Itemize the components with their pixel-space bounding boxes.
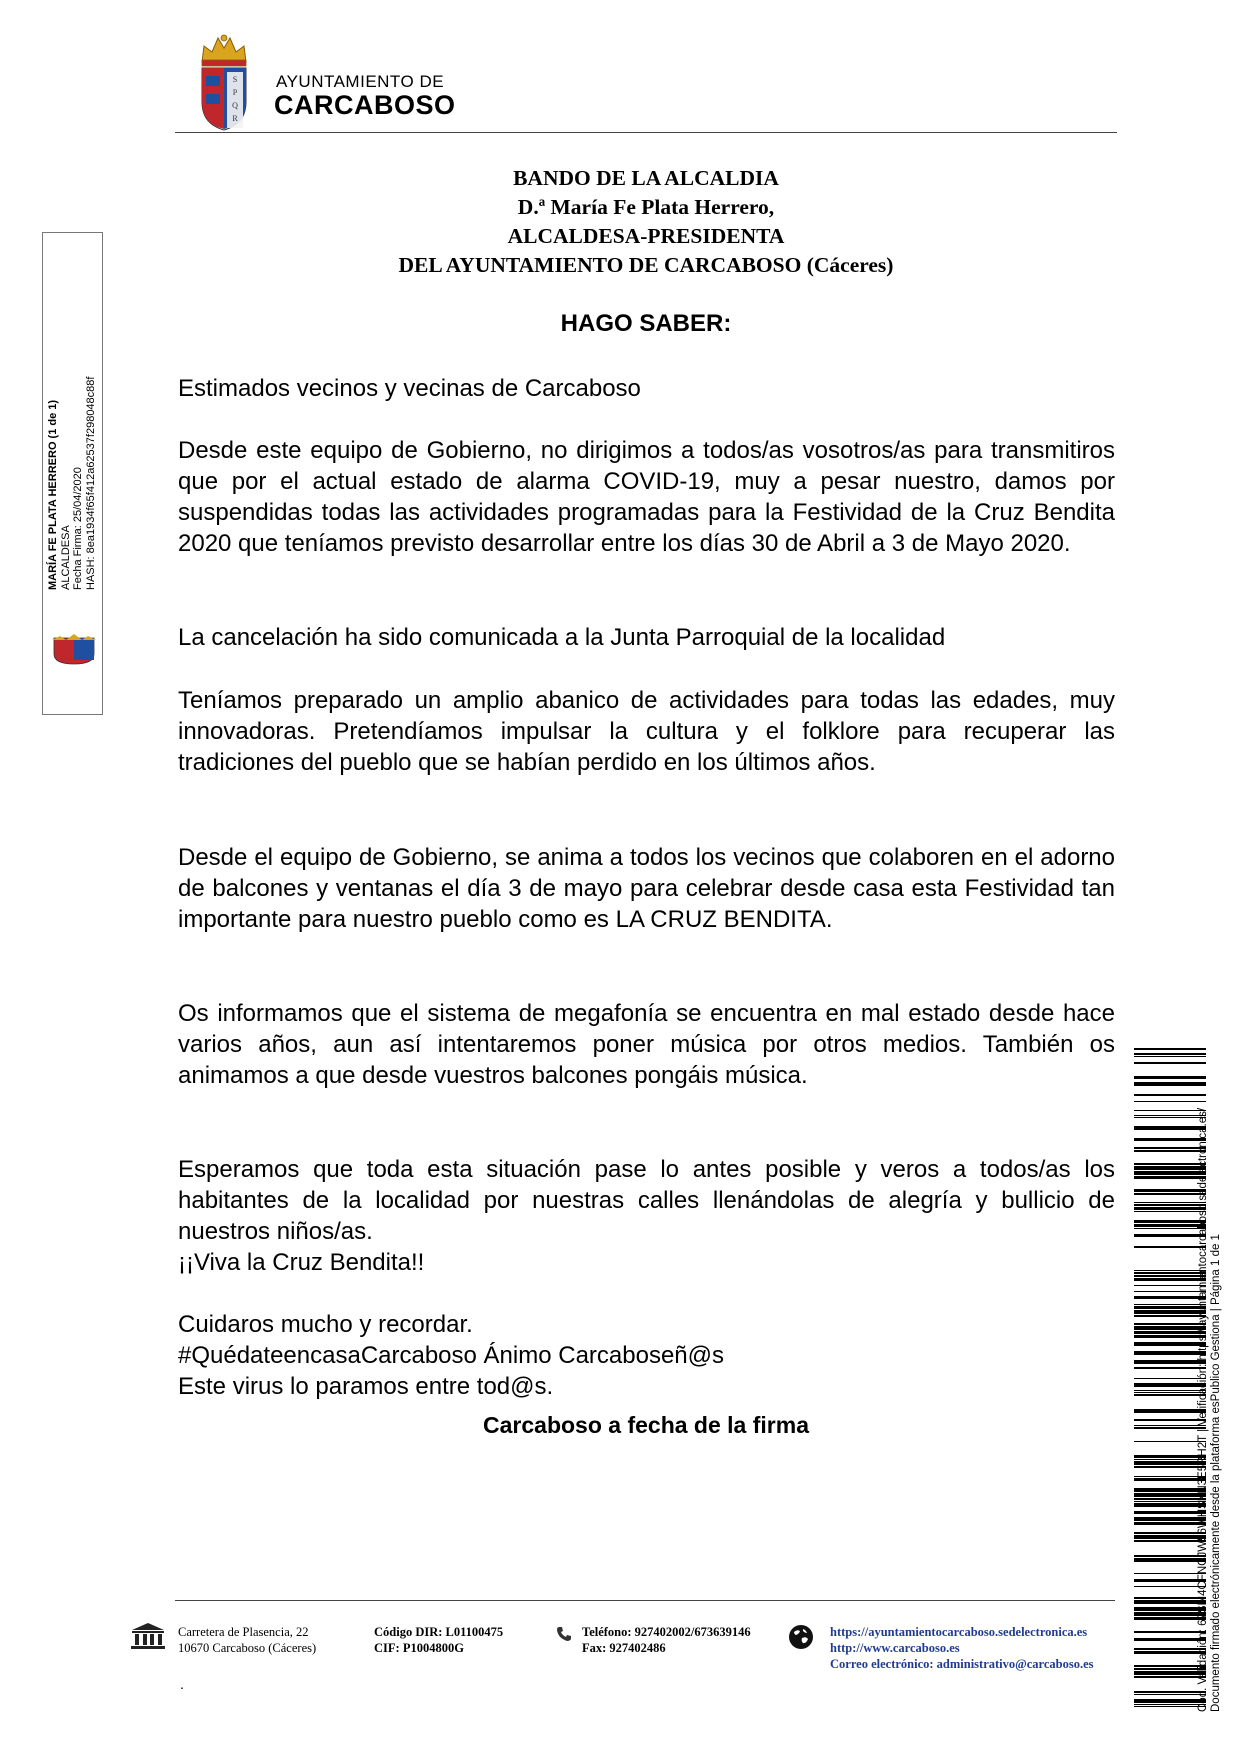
dir-code: Código DIR: L01100475 — [374, 1625, 504, 1639]
paragraph-4: Desde el equipo de Gobierno, se anima a todos los vecinos que colaboren en el adorno de balcones y ventanas el día 3 de mayo para celebrar desde casa esta Festividad tan importante para nuestro pueblo como es LA CRUZ BENDITA. — [178, 844, 1115, 933]
barcode-bar — [1134, 1425, 1206, 1426]
barcode-bar — [1134, 1501, 1206, 1502]
barcode-bar — [1134, 1360, 1206, 1364]
barcode-bar — [1134, 1493, 1206, 1497]
barcode-bar — [1134, 1631, 1206, 1633]
barcode-bar — [1134, 1147, 1206, 1149]
barcode-bar — [1134, 1115, 1206, 1116]
document-title — [175, 164, 1117, 280]
closing-line-3: Este virus lo paramos entre tod@s. — [178, 1373, 554, 1400]
barcode-bar — [1134, 1441, 1206, 1442]
org-name-line1: AYUNTAMIENTO DE — [276, 72, 445, 91]
barcode-bar — [1134, 1326, 1206, 1330]
barcode-bar — [1134, 1224, 1206, 1227]
barcode-bar — [1134, 1699, 1206, 1703]
barcode-bar — [1134, 1390, 1206, 1391]
closing-line-1: Cuidaros mucho y recordar. — [178, 1311, 473, 1338]
barcode-bar — [1134, 1272, 1206, 1274]
barcode-bar — [1134, 1704, 1206, 1705]
barcode-bar — [1134, 1532, 1206, 1534]
globe-icon — [788, 1624, 814, 1650]
hago-saber-heading: HAGO SABER: — [560, 310, 732, 337]
barcode-bar — [1134, 1291, 1206, 1292]
barcode-bar — [1134, 1048, 1206, 1050]
footer-web — [830, 1624, 1094, 1672]
shield-letter-q: Q — [232, 101, 238, 110]
barcode-bar — [1134, 1315, 1206, 1317]
barcode-bar — [1134, 1138, 1206, 1141]
barcode-bar — [1134, 1498, 1206, 1500]
footer-phone — [582, 1624, 751, 1656]
barcode-bar — [1134, 1600, 1206, 1604]
barcode-bar — [1134, 1476, 1206, 1477]
barcode-bar — [1134, 1166, 1206, 1170]
barcode-bar — [1134, 1671, 1206, 1675]
barcode-bar — [1134, 1204, 1206, 1206]
barcode-bar — [1134, 1202, 1206, 1203]
barcode-bar — [1134, 1171, 1206, 1175]
title-line4: DEL AYUNTAMIENTO DE CARCABOSO (Cáceres) — [398, 253, 894, 277]
barcode-bar — [1134, 1150, 1206, 1152]
title-line3: ALCALDESA-PRESIDENTA — [507, 224, 785, 248]
title-line2: D.ª María Fe Plata Herrero, — [517, 195, 775, 219]
barcode-bar — [1134, 1351, 1206, 1355]
title-line1: BANDO DE LA ALCALDIA — [513, 166, 779, 190]
barcode-bar — [1134, 1522, 1206, 1525]
verification-line2: Documento firmado electrónicamente desde la plataforma esPublico Gestiona | Página 1 de 1 — [1210, 1234, 1222, 1712]
shield-letter-s: S — [232, 75, 238, 84]
mini-coat-of-arms-icon — [50, 634, 98, 666]
barcode-bar — [1134, 1296, 1206, 1299]
signature-place-date: Carcaboso a fecha de la firma — [483, 1412, 809, 1438]
signer-name: MARÍA FE PLATA HERRERO (1 de 1) — [47, 399, 59, 590]
barcode-bar — [1134, 1651, 1206, 1654]
cif-code: CIF: P1004800G — [374, 1641, 464, 1655]
barcode-bar — [1134, 1323, 1206, 1325]
org-name-line2: CARCABOSO — [274, 90, 456, 120]
barcode-bar — [1134, 1234, 1206, 1237]
barcode-bar — [1134, 1694, 1206, 1695]
barcode-bar — [1134, 1220, 1206, 1223]
barcode-bar — [1134, 1466, 1206, 1468]
barcode-bar — [1134, 1392, 1206, 1393]
footer-dot: . — [180, 1676, 184, 1692]
barcode-bar — [1134, 1082, 1206, 1086]
shield-letter-p: P — [232, 88, 238, 97]
barcode-bar — [1134, 1367, 1206, 1369]
barcode-bar — [1134, 1488, 1206, 1492]
barcode-bar — [1134, 1540, 1206, 1542]
barcode-bar — [1134, 1461, 1206, 1465]
barcode-bar — [1134, 1094, 1206, 1096]
barcode-bar — [1134, 1517, 1206, 1521]
verification-text — [1197, 992, 1223, 1712]
signature-details — [47, 290, 97, 590]
barcode-bar — [1134, 1062, 1206, 1064]
barcode-bar — [1134, 1409, 1206, 1413]
barcode-bar — [1134, 1676, 1206, 1678]
address-line2: 10670 Carcaboso (Cáceres) — [178, 1641, 317, 1655]
building-icon — [130, 1622, 166, 1650]
barcode-bar — [1134, 1163, 1206, 1165]
barcode-bar — [1134, 1478, 1206, 1481]
header-divider — [175, 132, 1117, 133]
barcode-bar — [1134, 1193, 1206, 1195]
barcode-bar — [1134, 1459, 1206, 1460]
barcode-bar — [1134, 1612, 1206, 1616]
footer-codes — [374, 1624, 503, 1656]
barcode-bar — [1134, 1342, 1206, 1346]
barcode-bar — [1134, 1056, 1206, 1057]
barcode-bar — [1134, 1383, 1206, 1387]
barcode-bar — [1134, 1117, 1206, 1118]
viva-line: ¡¡Viva la Cruz Bendita!! — [178, 1249, 425, 1276]
barcode-bar — [1134, 1278, 1206, 1281]
barcode-bar — [1134, 1285, 1206, 1286]
barcode-bar — [1134, 1427, 1206, 1429]
barcode-bar — [1134, 1665, 1206, 1667]
barcode-bar — [1134, 1270, 1206, 1271]
barcode-bar — [1134, 1668, 1206, 1670]
barcode-bar — [1134, 1228, 1206, 1229]
barcode-bar — [1134, 1419, 1206, 1421]
signature-hash: HASH: 8ea1934f65f412a62537f298048c88f — [84, 376, 97, 590]
barcode-bar — [1134, 1331, 1206, 1334]
barcode-bar — [1134, 1246, 1206, 1248]
barcode-bar — [1134, 1511, 1206, 1514]
barcode-bar — [1134, 1076, 1206, 1079]
barcode-bar — [1134, 1310, 1206, 1314]
barcode-bar — [1134, 1378, 1206, 1379]
barcode-bar — [1134, 1691, 1206, 1693]
barcode-bar — [1134, 1573, 1206, 1574]
email-link[interactable]: Correo electrónico: administrativo@carcaboso.es — [830, 1657, 1094, 1671]
paragraph-6: Esperamos que toda esta situación pase lo antes posible y veros a todos/as los habitantes de la localidad por nuestras calles llenándolas de alegría y bullicio de nuestros niños/as. — [178, 1156, 1115, 1245]
closing-line-2: #QuédateencasaCarcaboso Ánimo Carcaboseñ@s — [178, 1342, 725, 1369]
barcode — [1134, 1048, 1206, 1710]
barcode-bar — [1134, 1455, 1206, 1458]
signer-role: ALCALDESA — [59, 525, 72, 590]
signature-date: Fecha Firma: 25/04/2020 — [72, 467, 84, 590]
website-link-2[interactable]: http://www.carcaboso.es — [830, 1641, 960, 1655]
barcode-bar — [1134, 1617, 1206, 1620]
barcode-bar — [1134, 1211, 1206, 1212]
barcode-bar — [1134, 1335, 1206, 1338]
shield-letter-r: R — [232, 114, 238, 123]
website-link-1[interactable]: https://ayuntamientocarcaboso.sedelectronica.es — [830, 1625, 1088, 1639]
barcode-bar — [1134, 1110, 1206, 1111]
fax-number: Fax: 927402486 — [582, 1641, 666, 1655]
barcode-bar — [1134, 1126, 1206, 1130]
barcode-bar — [1134, 1555, 1206, 1557]
verification-line1: Cód. Validación: 67SM4CFNCJW56WHSKN3E5RH2T | Verificación: https://ayuntamientocarcaboso.sedelectronica.es/ — [1197, 1107, 1209, 1712]
footer-address — [178, 1624, 316, 1656]
phone-number: Teléfono: 927402002/673639146 — [582, 1625, 751, 1639]
barcode-bar — [1134, 1558, 1206, 1562]
barcode-bar — [1134, 1275, 1206, 1277]
barcode-bar — [1134, 1306, 1206, 1309]
barcode-bar — [1134, 1706, 1206, 1707]
barcode-bar — [1134, 1101, 1206, 1102]
paragraph-1: Desde este equipo de Gobierno, no dirigimos a todos/as vosotros/as para transmitiros que por el actual estado de alarma COVID-19, muy a pesar nuestro, damos por suspendidas todas las actividades programadas para la Festividad de la Cruz Bendita 2020 que teníamos previsto desarrollar entre los días 30 de Abril a 3 de Mayo 2020. — [178, 437, 1115, 557]
paragraph-2: La cancelación ha sido comunicada a la Junta Parroquial de la localidad — [178, 624, 946, 651]
barcode-bar — [1134, 1638, 1206, 1641]
barcode-bar — [1134, 1607, 1206, 1611]
greeting: Estimados vecinos y vecinas de Carcaboso — [178, 375, 641, 402]
paragraph-5: Os informamos que el sistema de megafonía se encuentra en mal estado desde hace varios años, aun así intentaremos poner música por otros medios. También os animamos a que desde vuestros balcones pongáis música. — [178, 1000, 1115, 1089]
barcode-bar — [1134, 1535, 1206, 1539]
barcode-bar — [1134, 1597, 1206, 1599]
barcode-bar — [1134, 1189, 1206, 1192]
barcode-bar — [1134, 1176, 1206, 1179]
footer-divider — [175, 1600, 1115, 1601]
phone-icon — [556, 1626, 572, 1642]
barcode-bar — [1134, 1579, 1206, 1582]
barcode-bar — [1134, 1648, 1206, 1650]
barcode-bar — [1134, 1053, 1206, 1055]
barcode-bar — [1134, 1394, 1206, 1396]
coat-of-arms-logo — [196, 32, 252, 132]
barcode-bar — [1134, 1207, 1206, 1210]
barcode-bar — [1134, 1304, 1206, 1305]
paragraph-3: Teníamos preparado un amplio abanico de actividades para todas las edades, muy innovadoras. Pretendíamos impulsar la cultura y el folklore para recuperar las tradiciones del pueblo que se habían perdido en los últimos años. — [178, 687, 1115, 776]
barcode-bar — [1134, 1586, 1206, 1587]
address-line1: Carretera de Plasencia, 22 — [178, 1625, 309, 1639]
barcode-bar — [1134, 1503, 1206, 1507]
